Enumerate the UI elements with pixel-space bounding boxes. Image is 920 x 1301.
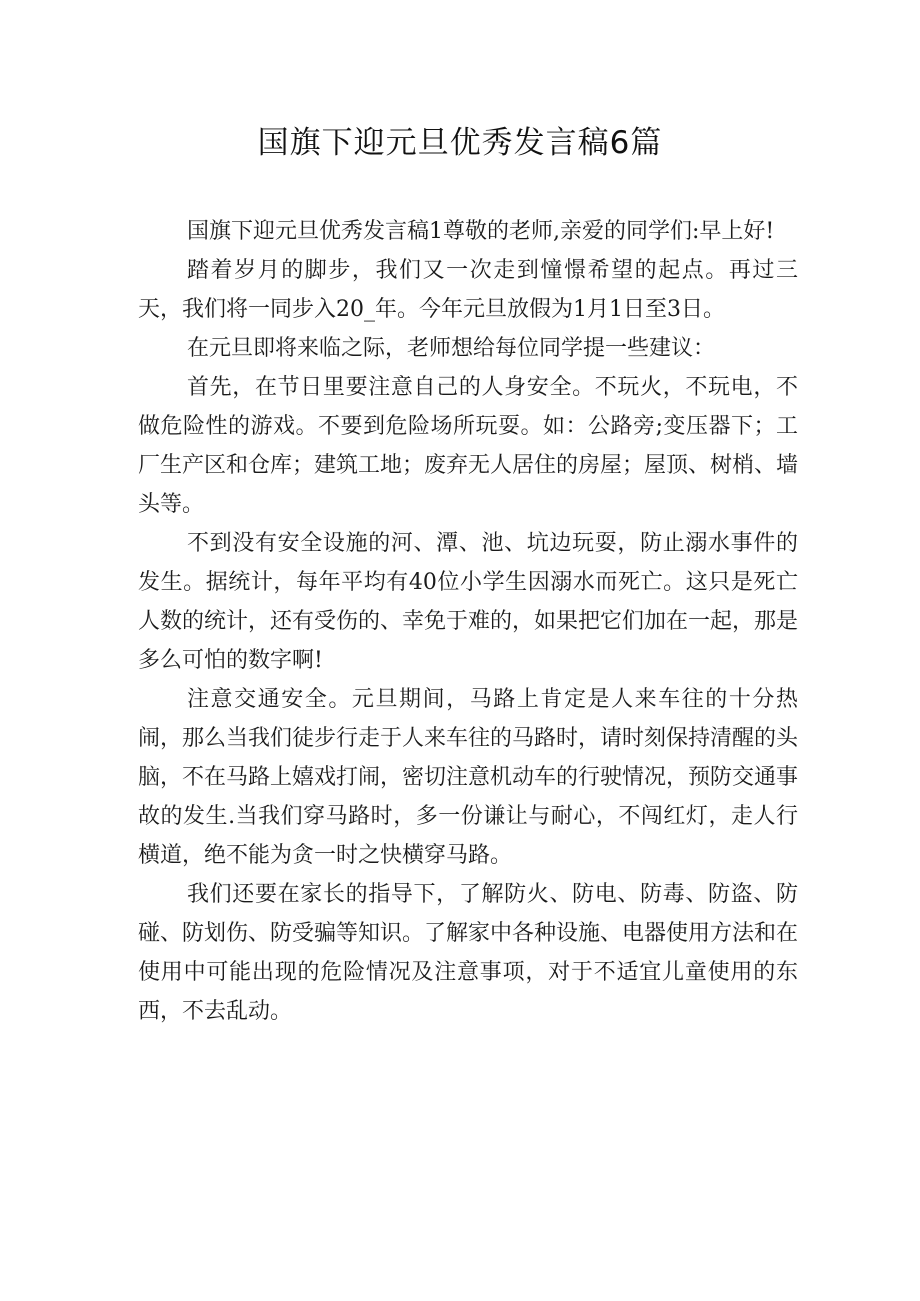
paragraph-water-safety: 不到没有安全设施的河、潭、池、坑边玩耍，防止溺水事件的发生。据统计，每年平均有40位小学生因溺水而死亡。这只是死亡人数的统计，还有受伤的、幸免于难的，如果把它们加在一起，那是多么可怕的数字啊! [138, 531, 799, 673]
document-body [138, 212, 798, 1031]
paragraph-suggestions-intro: 在元旦即将来临之际，老师想给每位同学提一些建议： [187, 336, 716, 361]
paragraph-opening: 踏着岁月的脚步，我们又一次走到憧憬希望的起点。再过三天，我们将一同步入20_年。今年元旦放假为1月1日至3日。 [138, 258, 798, 322]
paragraph-home-safety: 我们还要在家长的指导下，了解防火、防电、防毒、防盗、防碰、防划伤、防受骗等知识。了解家中各种设施、电器使用方法和在使用中可能出现的危险情况及注意事项，对于不适宜儿童使用的东西，不去乱动。 [138, 882, 799, 1024]
paragraph-personal-safety: 首先，在节日里要注意自己的人身安全。不玩火，不玩电，不做危险性的游戏。不要到危险场所玩耍。如：公路旁;变压器下；工厂生产区和仓库；建筑工地；废弃无人居住的房屋；屋顶、树梢、墙头等。 [138, 375, 799, 517]
paragraph-traffic-safety: 注意交通安全。元旦期间，马路上肯定是人来车往的十分热闹，那么当我们徒步行走于人来车往的马路时，请时刻保持清醒的头脑，不在马路上嬉戏打闹，密切注意机动车的行驶情况，预防交通事故的发生.当我们穿马路时，多一份谦让与耐心，不闯红灯，走人行横道，绝不能为贪一时之快横穿马路。 [138, 687, 799, 868]
document-title: 国旗下迎元旦优秀发言稿6篇 [257, 125, 663, 161]
paragraph-greeting: 国旗下迎元旦优秀发言稿1尊敬的老师,亲爱的同学们:早上好! [187, 219, 775, 244]
